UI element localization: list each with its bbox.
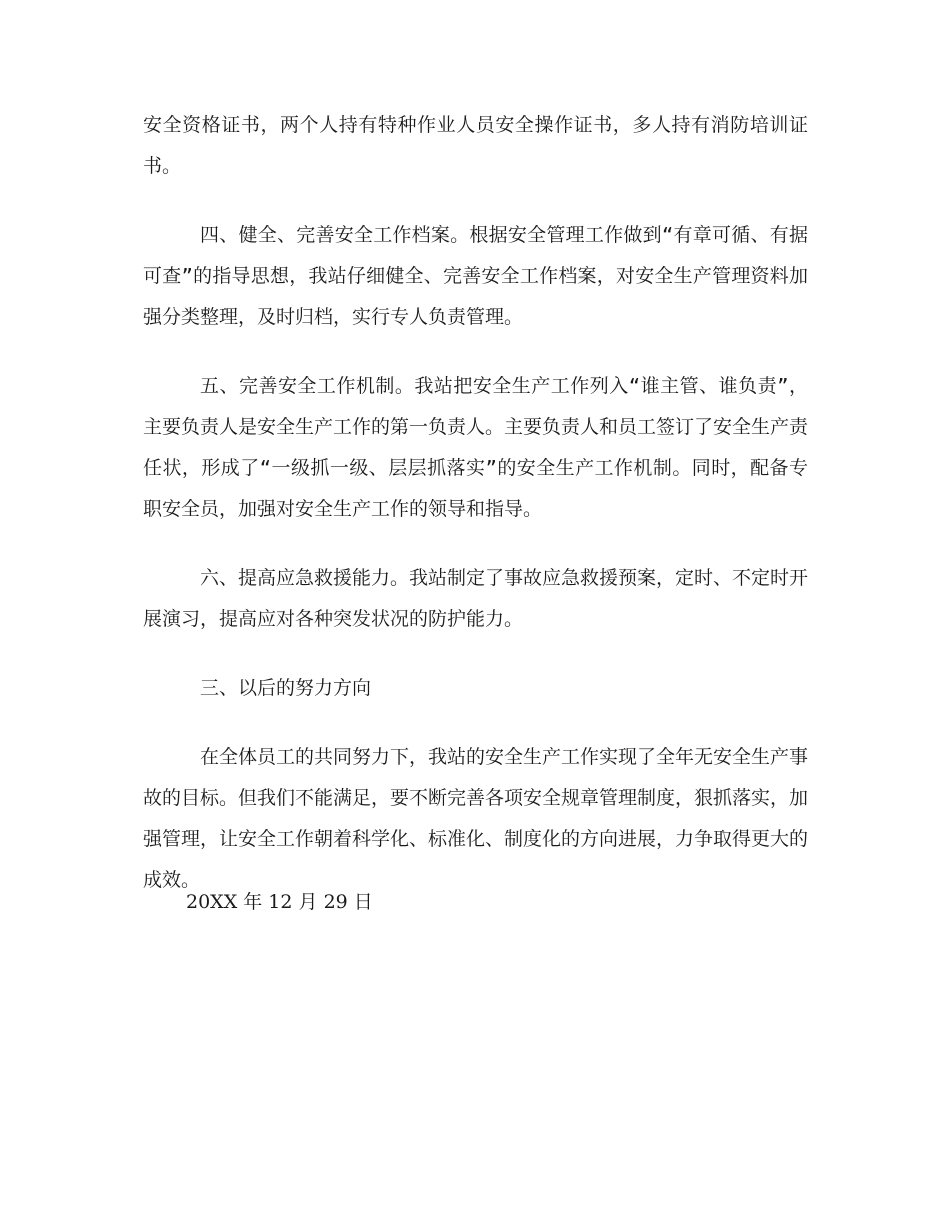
document-body bbox=[143, 105, 808, 929]
paragraph-safety-archives: 四、健全、完善安全工作档案。根据安全管理工作做到“有章可循、有据可查”的指导思想，我站仔细健全、完善安全工作档案，对安全生产管理资料加强分类整理，及时归档，实行专人负责管理。 bbox=[143, 224, 808, 328]
paragraph-future-goals: 在全体员工的共同努力下，我站的安全生产工作实现了全年无安全生产事故的目标。但我们不能满足，要不断完善各项安全规章管理制度，狠抓落实，加强管理，让安全工作朝着科学化、标准化、制度化的方向进展，力争取得更大的成效。 bbox=[143, 746, 809, 891]
document-date: 20XX 年 12 月 29 日 bbox=[186, 891, 373, 913]
paragraph-emergency-rescue: 六、提高应急救援能力。我站制定了事故应急救援预案，定时、不定时开展演习，提高应对各种突发状况的防护能力。 bbox=[143, 567, 809, 630]
paragraph-certificates: 安全资格证书，两个人持有特种作业人员安全操作证书，多人持有消防培训证书。 bbox=[143, 114, 808, 177]
paragraph-safety-mechanism: 五、完善安全工作机制。我站把安全生产工作列入“谁主管、谁负责”，主要负责人是安全生产工作的第一负责人。主要负责人和员工签订了安全生产责任状，形成了“一级抓一级、层层抓落实”的安全生产工作机制。同时，配备专职安全员，加强对安全生产工作的领导和指导。 bbox=[143, 375, 809, 520]
section-heading-future-direction: 三、以后的努力方向 bbox=[200, 677, 372, 699]
